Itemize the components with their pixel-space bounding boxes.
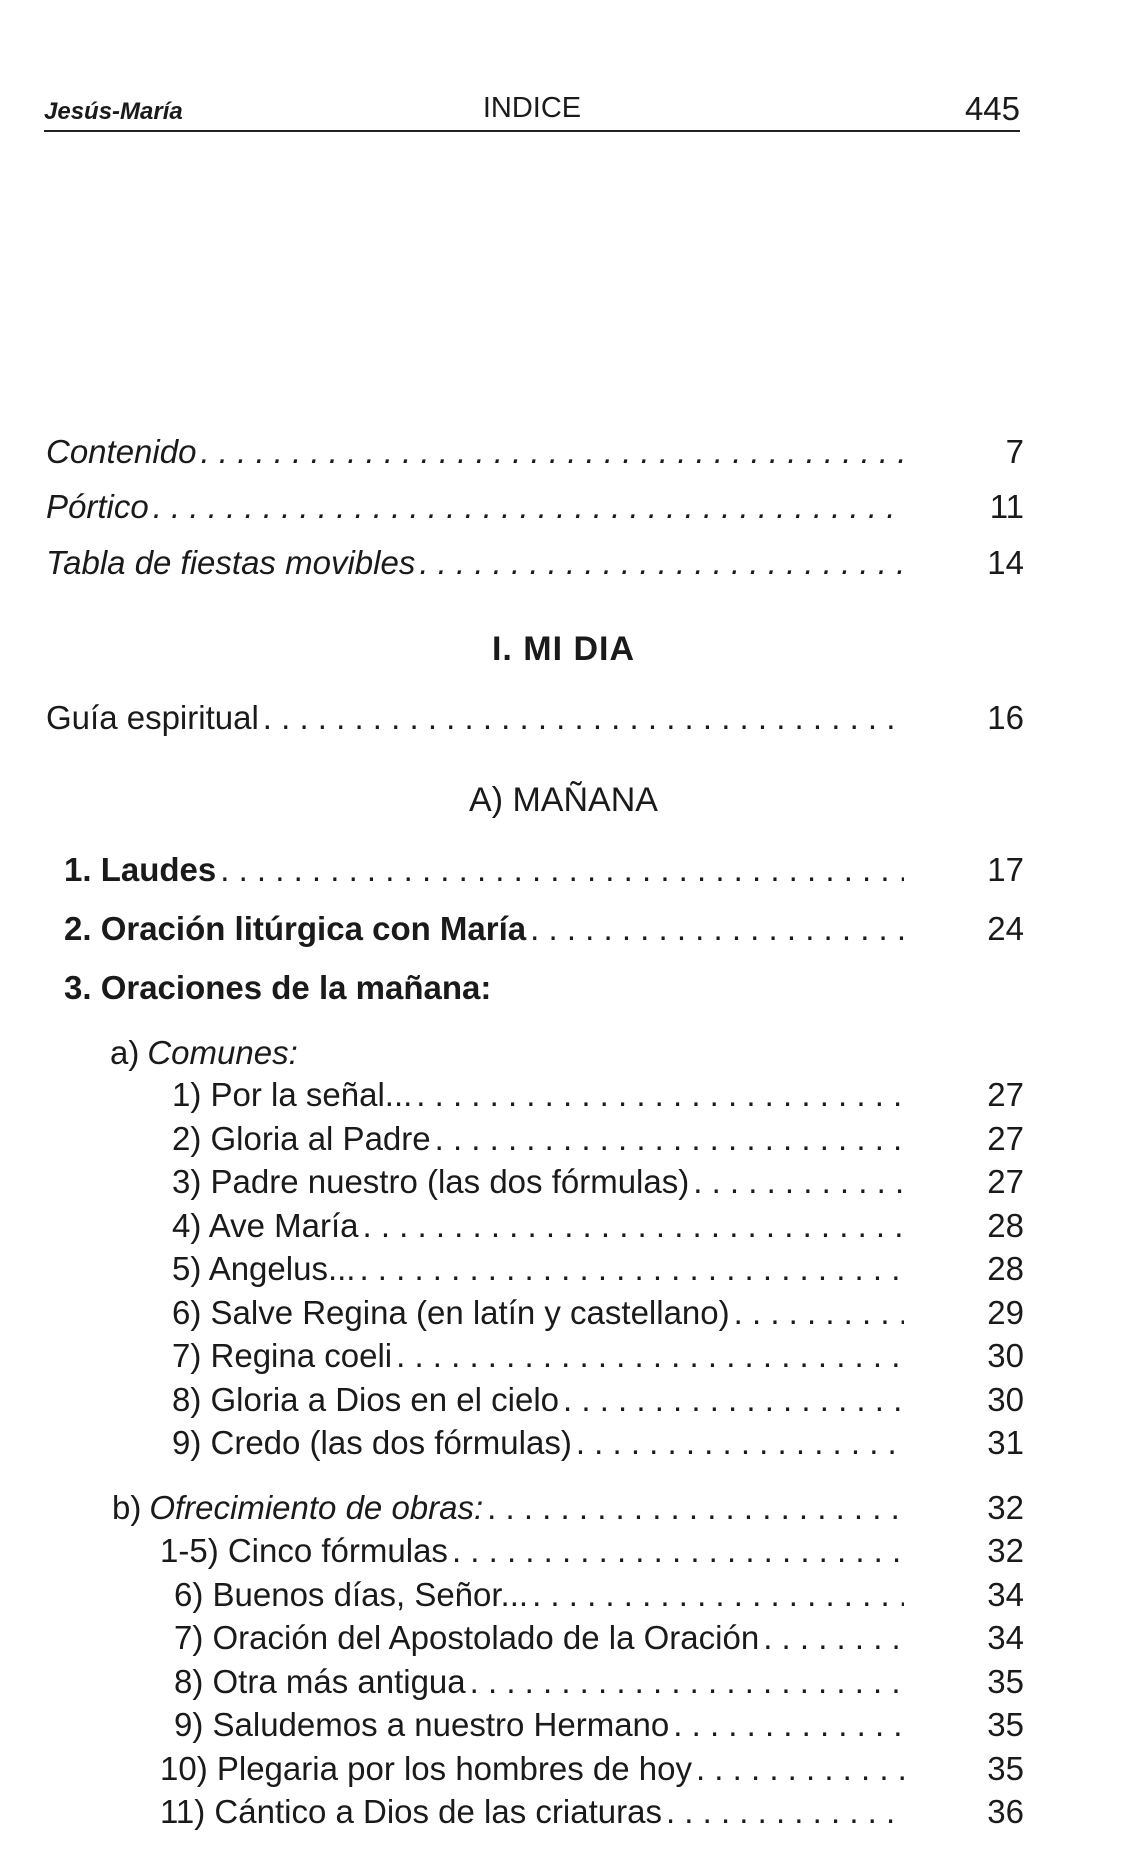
list-item [0,1249,1127,1289]
toc-page: 32 [987,1532,1024,1569]
leader-dots [734,1293,904,1333]
toc-page: 27 [987,1163,1024,1200]
toc-page: 16 [987,699,1024,736]
running-head-center: INDICE [482,92,582,124]
running-head-left: Jesús-María [44,98,183,125]
leader-dots [763,1618,904,1658]
toc-label: 8) Otra más antigua [174,1663,466,1700]
list-item [0,1705,1127,1745]
toc-label: 6) Buenos días, Señor... [174,1576,529,1613]
group-letter: b) [112,1489,142,1526]
list-item [0,1423,1127,1463]
toc-page: 28 [987,1207,1024,1244]
toc-page: 17 [987,851,1024,888]
leader-dots [396,1336,904,1376]
toc-entry-portico [0,487,1127,527]
group-title: Comunes: [147,1034,298,1071]
list-item [0,1575,1127,1615]
toc-page: 29 [987,1294,1024,1331]
toc-page: 32 [987,1489,1024,1526]
list-item [0,1119,1127,1159]
toc-page: 24 [987,910,1024,947]
leader-dots [220,850,904,890]
leader-dots [200,432,904,472]
toc-entry-tabla [0,543,1127,583]
toc-page: 11 [989,488,1024,525]
list-item [0,1206,1127,1246]
list-item [0,1293,1127,1333]
toc-page: 28 [987,1250,1024,1287]
toc-label: 7) Regina coeli [172,1337,393,1374]
list-item [0,1162,1127,1202]
group-heading-comunes [0,1033,1127,1073]
toc-page: 36 [987,1793,1024,1830]
toc-page: 27 [987,1076,1024,1113]
toc-label: Guía espiritual [46,699,259,736]
leader-dots [419,543,904,583]
page-header [44,88,1020,132]
leader-dots [563,1380,904,1420]
toc-page: 14 [987,544,1024,581]
toc-label: 1) Por la señal... [172,1076,413,1113]
toc-page: 30 [987,1337,1024,1374]
list-item [0,1792,1127,1832]
toc-entry-laudes [0,850,1127,890]
leader-dots [666,1792,904,1832]
toc-label: 9) Saludemos a nuestro Hermano [174,1706,670,1743]
leader-dots [153,487,904,527]
leader-dots [530,909,904,949]
list-item [0,1662,1127,1702]
leader-dots [470,1662,904,1702]
toc-entry-guia [0,698,1127,738]
leader-dots [532,1575,904,1615]
group-title: Ofrecimiento de obras: [149,1489,484,1526]
list-item [0,1075,1127,1115]
toc-page: 7 [1005,433,1024,470]
toc-page: 35 [987,1750,1024,1787]
leader-dots [487,1488,904,1528]
toc-entry-oracion-liturgica [0,909,1127,949]
toc-page: 27 [987,1120,1024,1157]
toc-entry-contenido [0,432,1127,472]
leader-dots [362,1206,904,1246]
leader-dots [696,1749,904,1789]
toc-label: 1. Laudes [64,851,217,888]
toc-label: 2) Gloria al Padre [172,1120,431,1157]
leader-dots [416,1075,904,1115]
leader-dots [673,1705,904,1745]
section-heading-mi-dia: I. MI DIA [491,630,636,668]
toc-label: 6) Salve Regina (en latín y castellano) [172,1294,730,1331]
toc-page: 34 [987,1576,1024,1613]
toc-label: 9) Credo (las dos fórmulas) [172,1424,572,1461]
leader-dots [693,1162,904,1202]
section-heading-manana: A) MAÑANA [469,781,658,819]
toc-label: 4) Ave María [172,1207,359,1244]
leader-dots [576,1423,904,1463]
group-letter: a) [110,1034,140,1071]
group-heading-ofrecimiento [0,1488,1127,1528]
toc-page: 35 [987,1663,1024,1700]
toc-label: 2. Oración litúrgica con María [64,910,527,947]
toc-page: 31 [987,1424,1024,1461]
list-item [0,1531,1127,1571]
toc-label: Tabla de fiestas movibles [46,544,416,581]
toc-label: 3) Padre nuestro (las dos fórmulas) [172,1163,690,1200]
leader-dots [435,1119,904,1159]
list-item [0,1380,1127,1420]
toc-label: Pórtico [46,488,149,525]
toc-label: 11) Cántico a Dios de las criaturas [160,1793,662,1830]
list-item [0,1749,1127,1789]
toc-label: 1-5) Cinco fórmulas [160,1532,448,1569]
toc-label: 8) Gloria a Dios en el cielo [172,1381,560,1418]
toc-page: 34 [987,1619,1024,1656]
list-item [0,1336,1127,1376]
list-item [0,1618,1127,1658]
page-number: 445 [964,90,1020,127]
toc-label: 10) Plegaria por los hombres de hoy [160,1750,692,1787]
leader-dots [452,1531,904,1571]
toc-label: 5) Angelus... [172,1250,356,1287]
toc-label: 3. Oraciones de la mañana: [64,969,492,1006]
toc-label: 7) Oración del Apostolado de la Oración [174,1619,760,1656]
toc-page: 30 [987,1381,1024,1418]
toc-page: 35 [987,1706,1024,1743]
leader-dots [263,698,904,738]
toc-entry-oraciones-manana [0,968,1127,1008]
leader-dots [359,1249,904,1289]
toc-label: Contenido [46,433,197,470]
